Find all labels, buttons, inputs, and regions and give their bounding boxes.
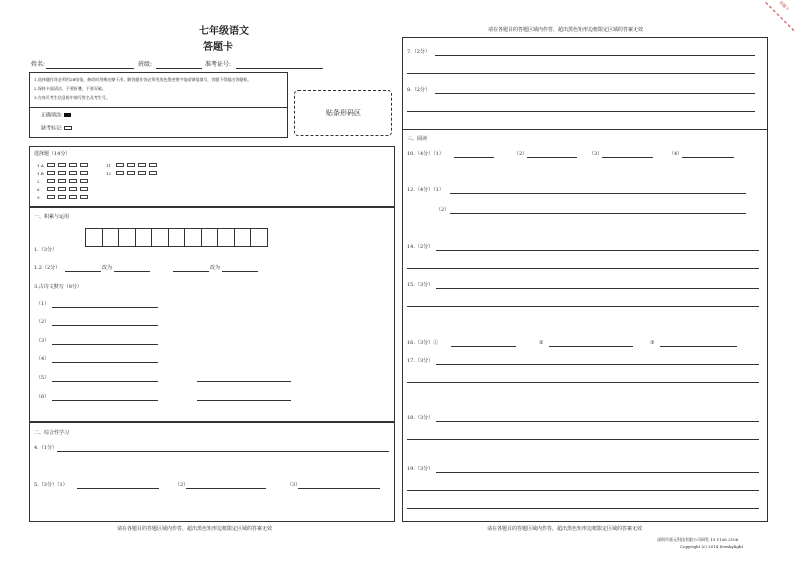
q4-answer-line[interactable] <box>57 451 389 452</box>
barcode-label: 贴条形码区 <box>326 109 361 117</box>
answer-bubble[interactable] <box>47 171 55 175</box>
answer-bubble[interactable] <box>138 171 146 175</box>
choice-left-row-label: 6 <box>37 186 40 192</box>
poem-blank-label: （4） <box>36 356 50 362</box>
q15-line-2[interactable] <box>407 306 759 307</box>
absent-label <box>41 126 72 132</box>
choice-title: 选择题（14分） <box>34 151 71 157</box>
answer-bubble[interactable] <box>47 187 55 191</box>
q10-blank-3[interactable] <box>602 157 653 158</box>
answer-bubble[interactable] <box>149 163 157 167</box>
q14-line-1[interactable] <box>436 250 759 251</box>
section1-title: 一、积累与运用 <box>34 214 70 220</box>
page-subtitle: 答题卡 <box>203 42 233 53</box>
answer-bubble[interactable] <box>69 187 77 191</box>
char-cell[interactable] <box>86 229 103 246</box>
notice-divider <box>29 107 288 108</box>
answer-bubble[interactable] <box>138 163 146 167</box>
answer-bubble[interactable] <box>80 187 88 191</box>
q16-blank-2[interactable] <box>549 346 633 347</box>
left-footer-notice: 请在各题目的答题区域内作答，超出黑色矩形边框限定区域的答案无效 <box>117 526 273 532</box>
poem-blank-label: （6） <box>36 394 50 400</box>
corner-fold-mark <box>765 2 794 31</box>
answer-bubble[interactable] <box>58 171 66 175</box>
absent-checkbox[interactable] <box>64 126 72 130</box>
answer-bubble[interactable] <box>127 171 135 175</box>
choice-left-row-label: 1.A <box>37 162 44 168</box>
q2-blank-a[interactable] <box>65 271 101 272</box>
choice-left-row <box>37 193 91 201</box>
poem-blank-label: （1） <box>36 301 50 307</box>
q4-label: 4.（1分） <box>34 445 57 451</box>
q2-change-2: 改为 <box>210 265 221 271</box>
q16-label-2: ② <box>539 340 544 346</box>
q16-blank-3[interactable] <box>660 346 737 347</box>
choice-left-row-label: 2 <box>37 178 40 184</box>
answer-bubble[interactable] <box>69 195 77 199</box>
q5-label: 5.（3分）（1） <box>34 482 68 488</box>
filled-mark-icon <box>64 113 71 117</box>
choice-right-row-label: 12 <box>106 170 112 176</box>
notice-line-3: 3.在每页考生信息框中填写姓名及考生号。 <box>34 95 110 100</box>
q18-line-2[interactable] <box>407 439 759 440</box>
poem-blank-line[interactable] <box>52 344 158 345</box>
q10-label-2: （2） <box>514 151 528 157</box>
poem-blank-line[interactable] <box>52 325 158 326</box>
q18-line-1[interactable] <box>436 421 759 422</box>
absent-text: 缺考标记: <box>41 125 63 132</box>
poem-blank-line[interactable] <box>52 400 158 401</box>
q2-change-1: 改为 <box>102 265 113 271</box>
choice-grid-right <box>106 161 160 177</box>
q12-label-2: （2） <box>436 207 450 213</box>
q16-blank-1[interactable] <box>451 346 516 347</box>
q2-blank-d[interactable] <box>222 271 258 272</box>
char-cell[interactable] <box>202 229 219 246</box>
char-cell[interactable] <box>103 229 120 246</box>
char-cell[interactable] <box>169 229 186 246</box>
q19-label: 19.（3分） <box>407 466 434 472</box>
q1-label: 1.（3分） <box>34 247 57 253</box>
answer-bubble[interactable] <box>69 171 77 175</box>
right-top-notice: 请在各题目的答题区域内作答，超出黑色矩形边框限定区域的答案无效 <box>488 27 644 33</box>
poem-blank-label: （3） <box>36 338 50 344</box>
char-cell[interactable] <box>136 229 153 246</box>
correct-fill-text: 正确填涂: <box>41 112 63 119</box>
poem-blank-label: （2） <box>36 319 50 325</box>
choice-right-row <box>106 169 160 177</box>
q15-line-1[interactable] <box>436 288 759 289</box>
poem-blank-line[interactable] <box>52 381 158 382</box>
q16-label: 16.（3分）① <box>407 340 439 346</box>
char-cell[interactable] <box>119 229 136 246</box>
q5-label-2: （2） <box>175 482 189 488</box>
copyright-line-1: 深圳市嘉元科技有限公司研发 15 1106 2106 <box>657 537 739 542</box>
q10-label-3: （3） <box>589 151 603 157</box>
q12-line-1[interactable] <box>450 193 746 194</box>
q10-label-4: （4） <box>669 151 683 157</box>
char-cell[interactable] <box>185 229 202 246</box>
class-field[interactable] <box>156 68 202 69</box>
q10-label: 10.（4分）（1） <box>407 151 444 157</box>
choice-left-row <box>37 169 91 177</box>
q19-line-3[interactable] <box>407 508 759 509</box>
section2-box <box>29 422 395 522</box>
char-grid[interactable] <box>85 228 268 247</box>
choice-right-row <box>106 161 160 169</box>
q7-line-2[interactable] <box>407 73 755 74</box>
q14-label: 14.（2分） <box>407 244 434 250</box>
choice-left-row <box>37 185 91 193</box>
q5-blank-2[interactable] <box>186 488 266 489</box>
poem-blank-label: （5） <box>36 375 50 381</box>
q10-blank-4[interactable] <box>682 157 734 158</box>
q7-line-1[interactable] <box>435 55 755 56</box>
name-field[interactable] <box>46 68 134 69</box>
section2-title: 二、综合性学习 <box>34 430 70 436</box>
correct-fill-label <box>41 113 71 119</box>
answer-bubble[interactable] <box>116 163 124 167</box>
q8-line-1[interactable] <box>435 93 755 94</box>
q8-label: 8.（2分） <box>407 87 430 93</box>
q15-label: 15.（3分） <box>407 282 434 288</box>
answer-bubble[interactable] <box>58 187 66 191</box>
poem-blank-line-2[interactable] <box>197 400 291 401</box>
choice-left-row-label: 1.B <box>37 170 44 176</box>
copyright-line-2: Copyright (c) 2014 Seeskylight <box>680 544 744 549</box>
char-cell[interactable] <box>251 229 268 246</box>
exam-no-field[interactable] <box>236 68 323 69</box>
q12-label: 12.（4分）（1） <box>407 187 444 193</box>
q5-label-3: （3） <box>287 482 301 488</box>
poem-blank-line-2[interactable] <box>197 381 291 382</box>
notice-line-1: 1.选择题作答必须用2B铅笔，修改时用橡皮擦干净。解答题作答必须用黑色墨迹签字笔或钢笔填写，答题不得超出答题框。 <box>34 77 252 82</box>
q18-label: 18.（3分） <box>407 415 434 421</box>
q17-line-2[interactable] <box>407 382 759 383</box>
poem-blank-line[interactable] <box>52 362 158 363</box>
q10-blank-1[interactable] <box>454 157 494 158</box>
q10-blank-2[interactable] <box>527 157 577 158</box>
exam-no-label: 准考证号: <box>205 61 232 68</box>
choice-left-row <box>37 177 91 185</box>
answer-bubble[interactable] <box>47 195 55 199</box>
q19-line-2[interactable] <box>407 490 759 491</box>
answer-bubble[interactable] <box>69 179 77 183</box>
q19-line-1[interactable] <box>436 472 759 473</box>
corner-stamp: 答题卡 <box>778 0 791 12</box>
q2-blank-b[interactable] <box>114 271 150 272</box>
q8-line-2[interactable] <box>407 111 755 112</box>
answer-bubble[interactable] <box>47 179 55 183</box>
q14-line-2[interactable] <box>407 268 759 269</box>
q7-label: 7.（2分） <box>407 49 430 55</box>
choice-right-row-label: 11 <box>106 162 112 168</box>
char-cell[interactable] <box>218 229 235 246</box>
choice-left-row <box>37 161 91 169</box>
q2-label: 1.2（2分） <box>34 265 61 271</box>
q2-blank-c[interactable] <box>173 271 209 272</box>
answer-bubble[interactable] <box>58 163 66 167</box>
q16-label-3: ③ <box>650 340 655 346</box>
poem-blank-line[interactable] <box>52 307 158 308</box>
answer-bubble[interactable] <box>69 163 77 167</box>
answer-bubble[interactable] <box>58 179 66 183</box>
answer-bubble[interactable] <box>58 195 66 199</box>
right-answer-box <box>402 37 768 522</box>
answer-bubble[interactable] <box>149 171 157 175</box>
right-bottom-notice: 请在各题目的答题区域内作答，超出黑色矩形边框限定区域的答案无效 <box>487 526 643 532</box>
section3-divider <box>402 129 768 130</box>
answer-bubble[interactable] <box>127 163 135 167</box>
answer-bubble[interactable] <box>80 171 88 175</box>
choice-left-row-label: 9 <box>37 194 40 200</box>
class-label: 班级: <box>138 61 153 68</box>
choice-grid-left <box>37 161 91 201</box>
section3-title: 三、阅读 <box>407 136 428 142</box>
q17-label: 17.（3分） <box>407 358 434 364</box>
name-label: 姓名: <box>31 61 46 68</box>
q5-blank-3[interactable] <box>298 488 380 489</box>
answer-bubble[interactable] <box>80 163 88 167</box>
page-title: 七年级语文 <box>199 26 249 37</box>
char-cell[interactable] <box>152 229 169 246</box>
answer-bubble[interactable] <box>116 171 124 175</box>
notice-line-2: 2.保持卡面清洁，不要折叠，不要弄破。 <box>34 86 106 91</box>
char-cell[interactable] <box>235 229 252 246</box>
answer-bubble[interactable] <box>80 195 88 199</box>
answer-bubble[interactable] <box>80 179 88 183</box>
q17-line-1[interactable] <box>436 364 759 365</box>
q5-blank-1[interactable] <box>77 488 159 489</box>
answer-bubble[interactable] <box>47 163 55 167</box>
q3-label: 3.古诗文默写（8分） <box>34 284 82 290</box>
q12-line-2[interactable] <box>450 213 746 214</box>
